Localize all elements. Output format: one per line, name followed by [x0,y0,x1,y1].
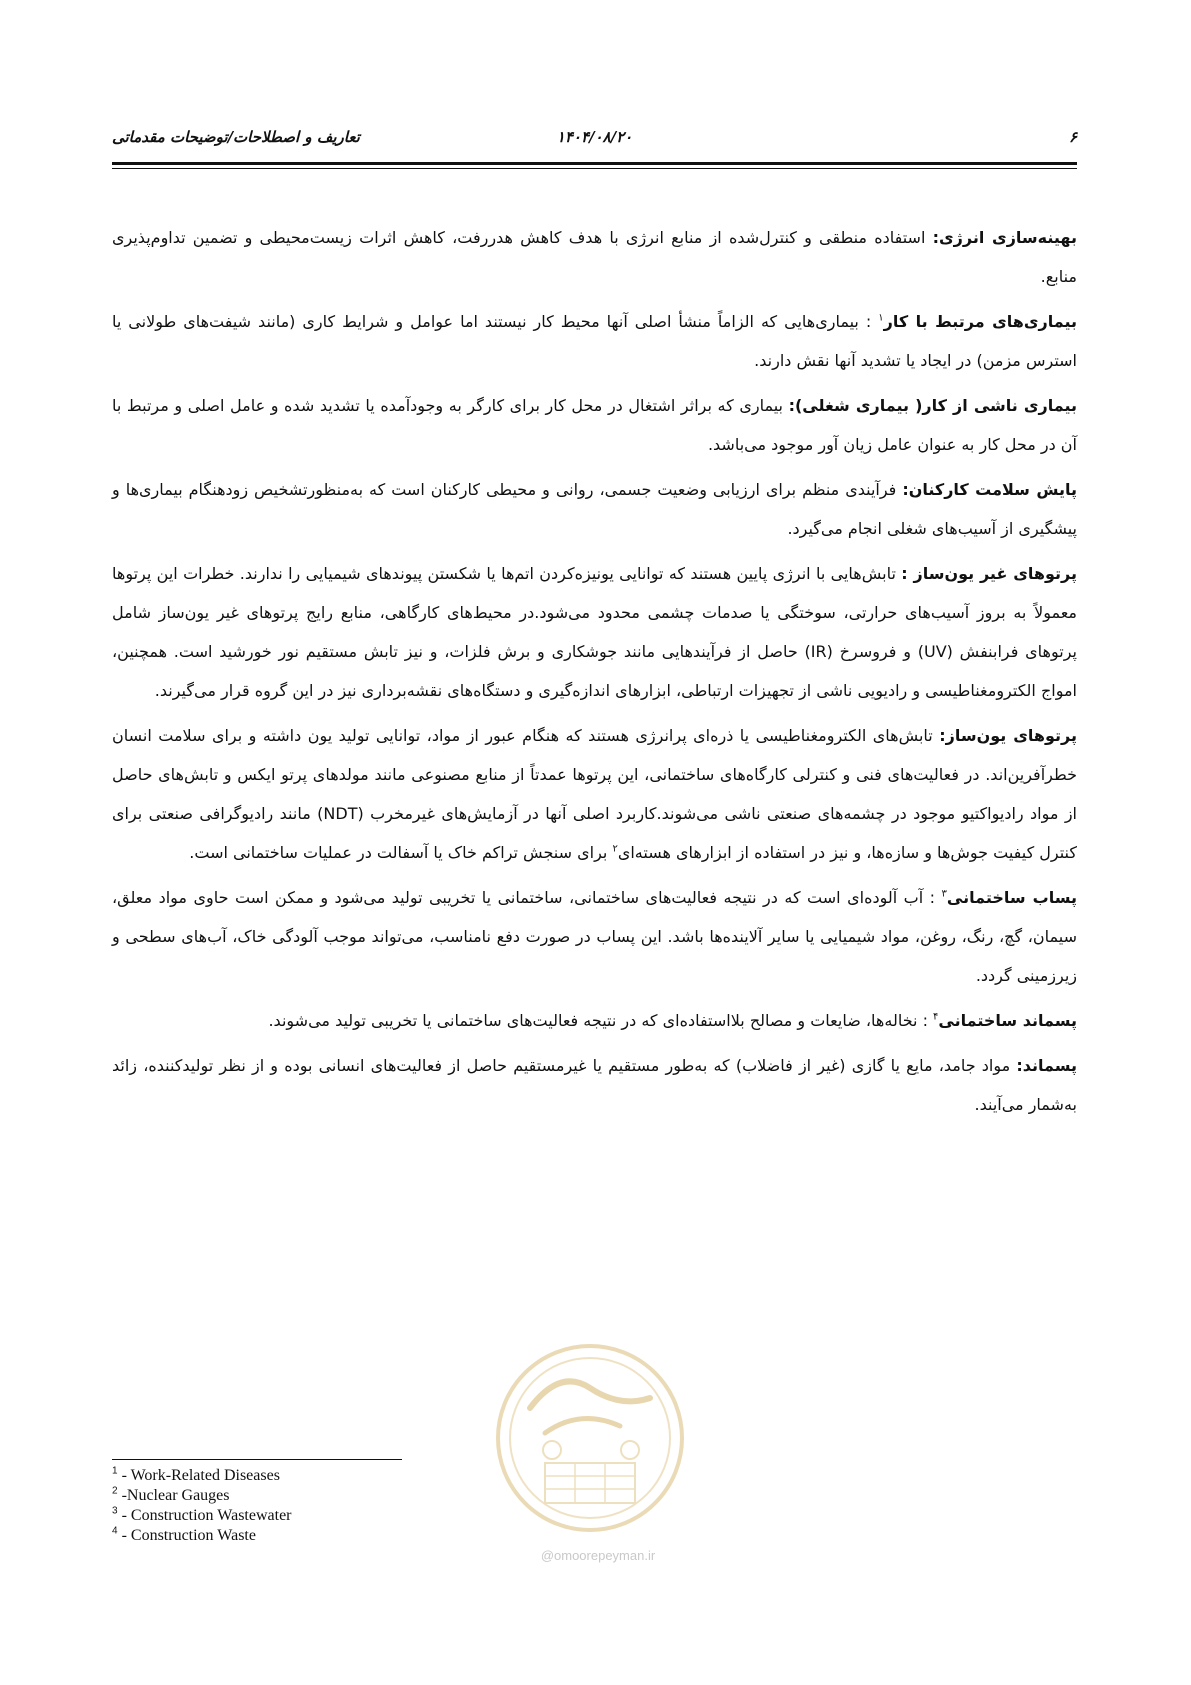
footnote-number: 1 [112,1465,118,1477]
definition-text: تابش‌هایی با انرژی پایین هستند که توانایی یونیزه‌کردن اتم‌ها یا شکستن پیوندهای شیمیایی را ندارند. خطرات این پرتوها معمولاً به بروز آسیب‌های حرارتی، سوختگی یا صدمات چشمی محدود می‌شود.در محیط‌های کارگاهی، منابع رایج پرتوهای غیر یون‌ساز شامل پرتوهای فرابنفش (UV) و فروسرخ (IR) حاصل از فرآیندهایی مانند جوشکاری و برش فلزات، و نیز تابش مستقیم نور خورشید است. همچنین، امواج الکترومغناطیسی و رادیویی ناشی از تجهیزات ارتباطی، ابزارهای اندازه‌گیری و دستگاه‌های نقشه‌برداری نیز در این گروه قرار می‌گیرند. [112,564,1077,700]
definition-term: پسماند: [1016,1056,1077,1075]
footnote-ref[interactable]: ۲ [612,843,618,855]
footnote-item [112,1486,512,1506]
header-rule-thin [112,168,1077,169]
footnote-text: -Nuclear Gauges [117,1487,230,1504]
footnote-item [112,1526,512,1546]
definition-term: پرتوهای یون‌ساز: [939,726,1077,745]
definition-paragraph [112,716,1077,872]
definition-paragraph [112,1046,1077,1124]
definition-paragraph [112,470,1077,548]
definition-term: پساب ساختمانی [946,888,1077,907]
footnote-text: - Work-Related Diseases [117,1467,280,1484]
definition-text: استفاده منطقی و کنترل‌شده از منابع انرژی با هدف کاهش هدررفت، کاهش اثرات زیست‌محیطی و تضمین تداوم‌پذیری منابع. [112,228,1077,286]
header-date: ۱۴۰۴/۰۸/۲۰ [556,128,633,146]
footnote-number: 3 [112,1505,118,1517]
footnotes [112,1466,512,1546]
definition-term: بهینه‌سازی انرژی: [932,228,1077,247]
watermark-url: @omoorepeyman.ir [540,1548,656,1563]
definition-text: تابش‌های الکترومغناطیسی یا ذره‌ای پرانرژی هستند که هنگام عبور از مواد، توانایی تولید یون داشته و برای سلامت انسان خطرآفرین‌اند. در فعالیت‌های فنی و کنترلی کارگاه‌های ساختمانی، این پرتوها عمدتاً از منابع مصنوعی مانند مولدهای پرتو ایکس و تابش‌های حاصل از مواد رادیواکتیو موجود در چشمه‌های صنعتی ناشی می‌شوند.کاربرد اصلی آنها در آزمایش‌های غیرمخرب (NDT) مانند رادیوگرافی صنعتی برای کنترل کیفیت جوش‌ها و سازه‌ها، و نیز در استفاده از ابزارهای هسته‌ای [112,726,1078,862]
definition-term: پسماند ساختمانی [938,1011,1077,1030]
page-number: ۶ [1068,128,1077,146]
footnote-ref[interactable]: ۳ [941,888,947,900]
definition-paragraph [112,302,1077,380]
definition-term: بیماری ناشی از کار( بیماری شغلی): [788,396,1077,415]
definition-text: : بیماری‌هایی که الزاماً منشأ اصلی آنها محیط کار نیستند اما عوامل و شرایط کاری (مانند شیفت‌های طولانی یا استرس مزمن) در ایجاد یا تشدید آنها نقش دارند. [112,312,1077,370]
footnote-ref[interactable]: ۴ [933,1011,939,1023]
definition-paragraph [112,1001,1077,1040]
header-rule-thick [112,162,1077,165]
section-title: تعاریف و اصطلاحات/توضیحات مقدماتی [112,128,360,146]
definition-paragraph [112,554,1077,710]
footnote-separator [112,1459,402,1460]
page-header [112,128,1077,156]
watermark-logo [490,1338,690,1578]
definition-text: : آب آلوده‌ای است که در نتیجه فعالیت‌های ساختمانی، ساختمانی یا تخریبی تولید می‌شود و ممکن است حاوی مواد معلق، سیمان، گچ، رنگ، روغن، مواد شیمیایی یا سایر آلاینده‌ها باشد. این پساب در صورت دفع نامناسب، می‌تواند موجب آلودگی خاک، آب‌های سطحی و زیرزمینی گردد. [112,888,1077,985]
footnote-text: - Construction Wastewater [117,1507,292,1524]
footnote-number: 4 [112,1525,118,1537]
footnote-item [112,1466,512,1486]
definition-paragraph [112,878,1077,995]
footnote-text: - Construction Waste [117,1527,256,1544]
definition-text-cont: برای سنجش تراکم خاک یا آسفالت در عملیات ساختمانی است. [189,843,613,862]
definitions-body [112,218,1077,1130]
definition-paragraph [112,386,1077,464]
definition-term: بیماری‌های مرتبط با کار [883,312,1077,331]
definition-text: فرآیندی منظم برای ارزیابی وضعیت جسمی، روانی و محیطی کارکنان است که به‌منظورتشخیص زودهنگام بیماری‌ها و پیشگیری از آسیب‌های شغلی انجام می‌گیرد. [112,480,1077,538]
definition-term: پرتوهای غیر یون‌ساز : [901,564,1077,583]
footnote-ref[interactable]: ۱ [878,312,884,324]
definition-paragraph [112,218,1077,296]
definition-text: بیماری که براثر اشتغال در محل کار برای کارگر به وجودآمده یا تشدید شده و عامل اصلی و مرتبط با آن در محل کار به عنوان عامل زیان آور موجود می‌باشد. [112,396,1077,454]
footnote-item [112,1506,512,1526]
definition-term: پایش سلامت کارکنان: [902,480,1077,499]
definition-text: مواد جامد، مایع یا گازی (غیر از فاضلاب) که به‌طور مستقیم یا غیرمستقیم حاصل از فعالیت‌های انسانی بوده و از نظر تولیدکننده، زائد به‌شمار می‌آیند. [112,1056,1077,1114]
definition-text: : نخاله‌ها، ضایعات و مصالح بلااستفاده‌ای که در نتیجه فعالیت‌های ساختمانی یا تخریبی تولید می‌شوند. [268,1011,934,1030]
footnote-number: 2 [112,1485,118,1497]
